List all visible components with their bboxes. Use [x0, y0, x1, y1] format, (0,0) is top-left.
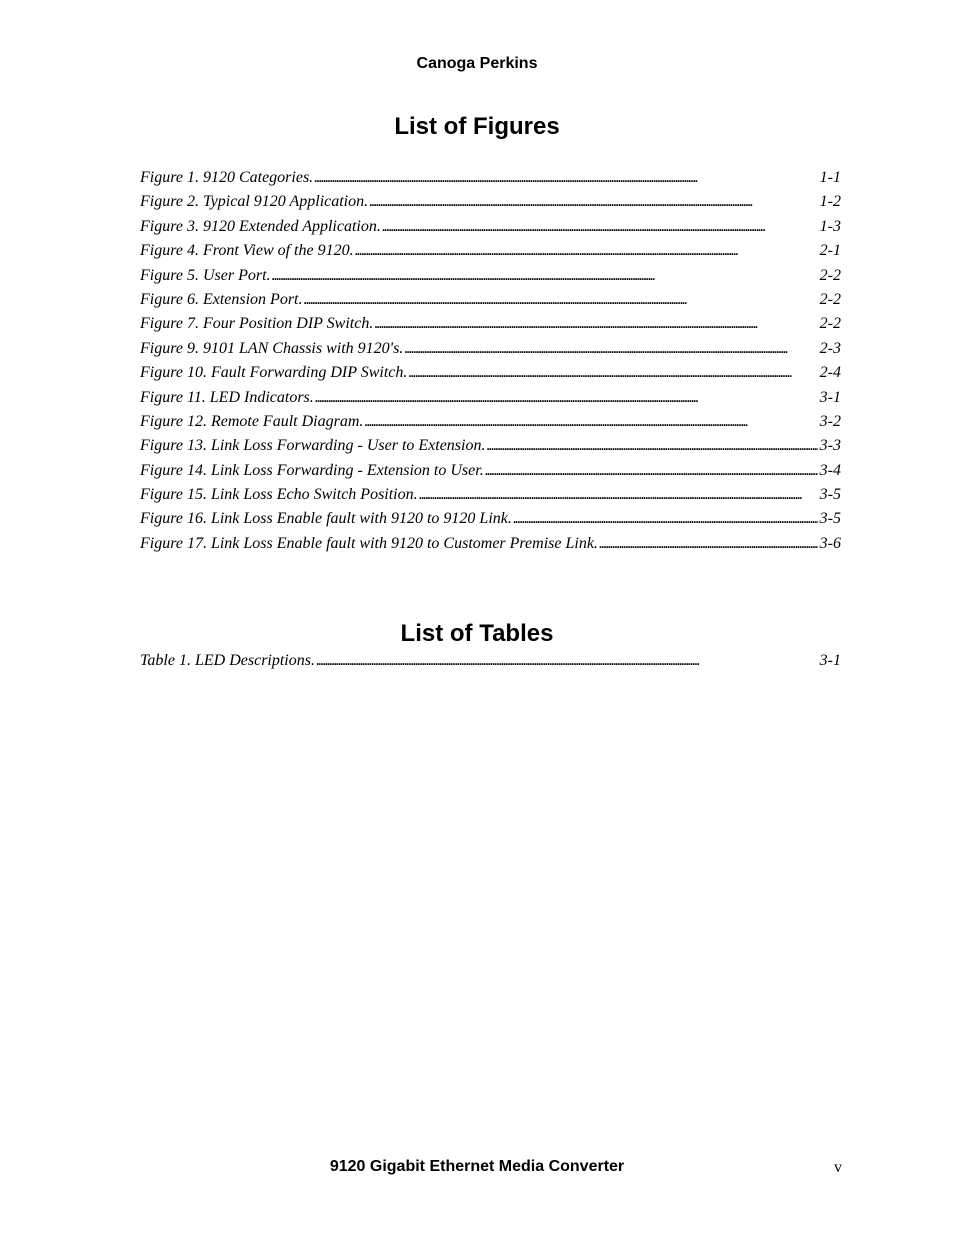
figure-entry-label: Figure 11. LED Indicators.	[140, 388, 314, 406]
dot-leader	[364, 413, 817, 431]
figure-entry[interactable]	[140, 315, 841, 339]
dot-leader	[408, 364, 817, 382]
figure-entry-page: 2-1	[819, 242, 841, 260]
figure-entry-page: 3-1	[819, 388, 841, 406]
figure-entry-page: 3-3	[819, 437, 841, 455]
figure-entry-page: 3-2	[819, 412, 841, 430]
dot-leader	[272, 267, 818, 285]
tables-toc-list	[140, 652, 841, 676]
figure-entry[interactable]	[140, 535, 841, 559]
dot-leader	[382, 218, 818, 236]
running-footer-title: 9120 Gigabit Ethernet Media Converter	[329, 1158, 625, 1175]
dot-leader	[486, 437, 817, 455]
dot-leader	[374, 315, 817, 333]
figure-entry-page: 3-5	[819, 510, 841, 528]
figure-entry-label: Figure 14. Link Loss Forwarding - Extension to User.	[140, 461, 484, 479]
dot-leader	[599, 535, 818, 553]
figure-entry-page: 2-4	[819, 364, 841, 382]
figure-entry-label: Figure 15. Link Loss Echo Switch Position.	[140, 486, 418, 504]
dot-leader	[485, 462, 818, 480]
figure-entry-page: 3-5	[819, 486, 841, 504]
dot-leader	[304, 291, 818, 309]
figure-entry-label: Figure 7. Four Position DIP Switch.	[140, 315, 374, 333]
figure-entry-label: Figure 16. Link Loss Enable fault with 9120 to 9120 Link.	[140, 510, 512, 528]
figure-entry-label: Figure 12. Remote Fault Diagram.	[140, 412, 364, 430]
figure-entry[interactable]	[140, 413, 841, 437]
table-entry-page: 3-1	[819, 652, 841, 669]
figure-entry-page: 1-3	[819, 217, 841, 235]
figure-entry-label: Figure 17. Link Loss Enable fault with 9120 to Customer Premise Link.	[140, 534, 598, 552]
dot-leader	[314, 169, 818, 187]
figure-entry[interactable]	[140, 462, 841, 486]
figure-entry-page: 2-2	[819, 290, 841, 308]
figure-entry-label: Figure 3. 9120 Extended Application.	[140, 217, 381, 235]
dot-leader	[355, 242, 818, 260]
figure-entry[interactable]	[140, 291, 841, 315]
figure-entry[interactable]	[140, 486, 841, 510]
dot-leader	[419, 486, 818, 504]
figure-entry[interactable]	[140, 267, 841, 291]
figure-entry[interactable]	[140, 193, 841, 217]
table-entry[interactable]	[140, 652, 841, 676]
figure-entry-label: Figure 2. Typical 9120 Application.	[140, 193, 369, 211]
figure-entry[interactable]	[140, 389, 841, 413]
figures-toc-list	[140, 169, 841, 559]
figure-entry-page: 3-6	[819, 534, 841, 552]
figure-entry[interactable]	[140, 364, 841, 388]
dot-leader	[369, 193, 818, 211]
figure-entry-page: 1-2	[819, 193, 841, 211]
figure-entry-label: Figure 10. Fault Forwarding DIP Switch.	[140, 364, 408, 382]
figure-entry[interactable]	[140, 340, 841, 364]
figure-entry-page: 2-2	[819, 315, 841, 333]
figure-entry[interactable]	[140, 510, 841, 534]
figure-entry[interactable]	[140, 218, 841, 242]
dot-leader	[404, 340, 817, 358]
figure-entry-page: 2-2	[819, 266, 841, 284]
dot-leader	[513, 510, 818, 528]
figure-entry-label: Figure 4. Front View of the 9120.	[140, 242, 354, 260]
figure-entry-label: Figure 13. Link Loss Forwarding - User to Extension.	[140, 437, 486, 455]
figure-entry[interactable]	[140, 242, 841, 266]
list-of-tables-title: List of Tables	[400, 620, 554, 647]
figure-entry[interactable]	[140, 437, 841, 461]
list-of-figures-title: List of Figures	[394, 113, 560, 140]
running-header: Canoga Perkins	[416, 55, 538, 72]
figure-entry-page: 3-4	[819, 461, 841, 479]
page-number: v	[834, 1159, 842, 1176]
figure-entry[interactable]	[140, 169, 841, 193]
table-entry-label: Table 1. LED Descriptions.	[140, 652, 315, 669]
figure-entry-page: 1-1	[819, 169, 841, 186]
figure-entry-label: Figure 5. User Port.	[140, 266, 271, 284]
figure-entry-label: Figure 9. 9101 LAN Chassis with 9120's.	[140, 339, 404, 357]
dot-leader	[316, 652, 818, 670]
figure-entry-page: 2-3	[819, 339, 841, 357]
dot-leader	[315, 389, 818, 407]
figure-entry-label: Figure 1. 9120 Categories.	[140, 169, 314, 186]
figure-entry-label: Figure 6. Extension Port.	[140, 290, 303, 308]
